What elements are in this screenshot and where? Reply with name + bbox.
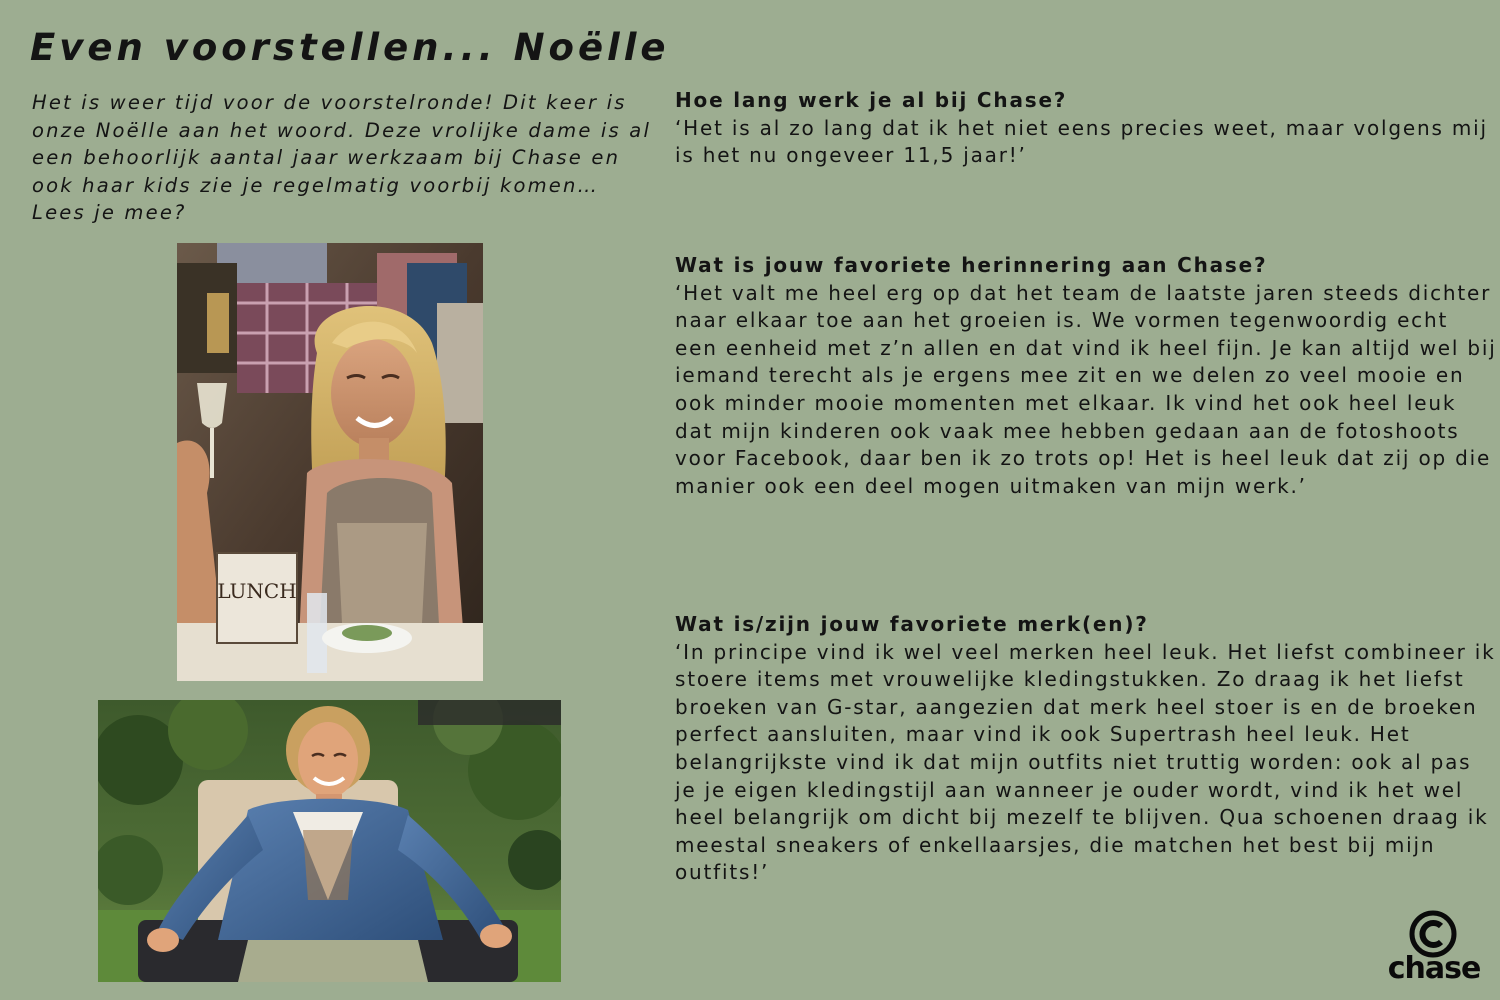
photo-garden bbox=[98, 700, 561, 982]
photo-terrace bbox=[177, 243, 483, 681]
answer-brands: ‘In principe vind ik wel veel merken heel leuk. Het liefst combineer ik stoere items met vrouwelijke kledingstukken. Zo draag ik het liefst broeken van G-star, aangezien dat merk heel stoer is en de broeken perfect aansluiten, maar vind ik ook Supertrash heel leuk. Het belangrijkste vind ik dat mijn outfits niet truttig worden: ook al pas je je eigen kledingstijl aan wanneer je ouder wordt, vind ik het wel heel belangrijk om dicht bij mezelf te blijven. Qua schoenen draag ik meestal sneakers of enkellaarsjes, die matchen het best bij mijn outfits!’ bbox=[675, 639, 1496, 885]
answer-memory: ‘Het valt me heel erg op dat het team de laatste jaren steeds dichter naar elkaar toe aan het groeien is. We vormen tegenwoordig echt een eenheid met z’n allen en dat vind ik heel fijn. Je kan altijd wel bij iemand terecht als je ergens mee zit en we delen zo veel mooie en ook minder mooie momenten met elkaar. Ik vind het ook heel leuk dat mijn kinderen ook vaak mee hebben gedaan aan de fotoshoots voor Facebook, daar ben ik zo trots op! Het is heel leuk dat zij op die manier ook een deel mogen uitmaken van mijn werk.’ bbox=[675, 280, 1497, 498]
answer-years: ‘Het is al zo lang dat ik het niet eens precies weet, maar volgens mij is het nu ongeveer 11,5 jaar!’ bbox=[675, 115, 1488, 168]
qa-block-memory bbox=[675, 252, 1497, 500]
page-title: Even voorstellen... Noëlle bbox=[30, 26, 670, 69]
photo-garden-image bbox=[98, 700, 561, 982]
intro-text: Het is weer tijd voor de voorstelronde! Dit keer is onze Noëlle aan het woord. Deze vrolijke dame is al een behoorlijk aantal jaar werkzaam bij Chase en ook haar kids zie je regelmatig voorbij komen… Lees je mee? bbox=[32, 91, 652, 224]
qa-block-brands bbox=[675, 611, 1497, 887]
question-years: Hoe lang werk je al bij Chase? bbox=[675, 88, 1068, 112]
chase-logo bbox=[1380, 905, 1488, 989]
logo-wordmark: chase bbox=[1387, 951, 1481, 986]
qa-block-years bbox=[675, 87, 1497, 170]
lunch-sign-text: LUNCH bbox=[217, 579, 297, 603]
photo-terrace-image bbox=[177, 243, 483, 681]
question-brands: Wat is/zijn jouw favoriete merk(en)? bbox=[675, 612, 1149, 636]
question-memory: Wat is jouw favoriete herinnering aan Chase? bbox=[675, 253, 1268, 277]
